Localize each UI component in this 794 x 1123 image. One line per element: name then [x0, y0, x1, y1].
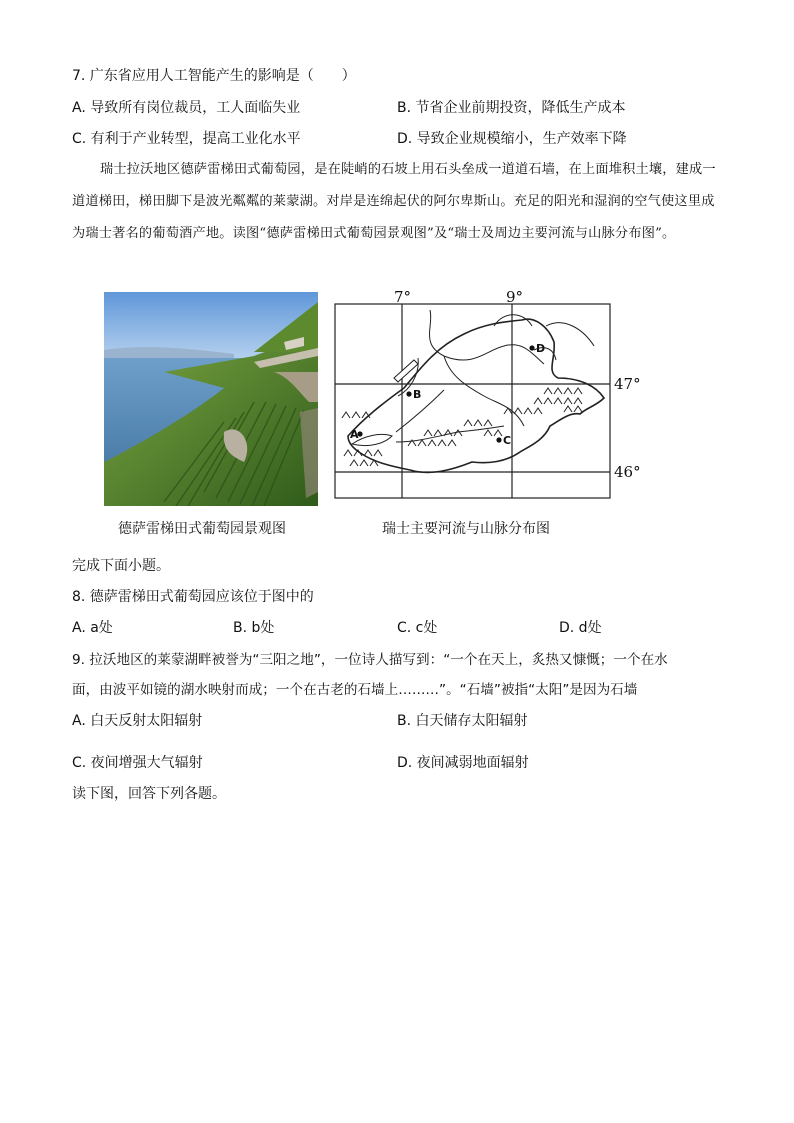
vineyard-photo-illustration	[104, 292, 318, 506]
point-d-marker	[529, 345, 534, 350]
footer-instruction: 读下图，回答下列各题。	[72, 786, 226, 802]
q9-option-a: A. 白天反射太阳辐射	[72, 713, 203, 729]
longitude-label-7: 7°	[394, 288, 412, 306]
switzerland-map	[334, 286, 648, 508]
country-border	[348, 319, 604, 472]
point-c-label: C	[503, 434, 512, 447]
q9-option-b: B. 白天储存太阳辐射	[397, 713, 528, 729]
latitude-label-46: 46°	[614, 463, 641, 481]
instruction-text: 完成下面小题。	[72, 558, 170, 574]
photo-caption: 德萨雷梯田式葡萄园景观图	[118, 521, 286, 537]
mountain-symbols	[342, 388, 582, 466]
rivers	[396, 310, 594, 442]
latitude-label-47: 47°	[614, 375, 641, 393]
q7-option-c: C. 有利于产业转型，提高工业化水平	[72, 131, 301, 147]
point-d-label: D	[536, 342, 546, 355]
q9-option-d: D. 夜间减弱地面辐射	[397, 755, 529, 771]
q9-option-c: C. 夜间增强大气辐射	[72, 755, 203, 771]
q7-option-d: D. 导致企业规模缩小，生产效率下降	[397, 131, 627, 147]
point-c-marker	[496, 437, 501, 442]
q7-stem: 7. 广东省应用人工智能产生的影响是（ ）	[72, 68, 356, 84]
q9-stem-line1: 9. 拉沃地区的莱蒙湖畔被誉为“三阳之地”，一位诗人描写到：“一个在天上，炙热又慷慨；一个在水	[72, 652, 668, 668]
q7-option-b: B. 节省企业前期投资，降低生产成本	[397, 100, 626, 116]
point-b-label: B	[413, 388, 422, 401]
point-a-label: A	[350, 428, 359, 441]
q9-stem-line2: 面，由波平如镜的湖水映射而成；一个在古老的石墙上………”。“石墙”被指“太阳”是因为石墙	[72, 682, 638, 698]
vineyard-photo	[104, 292, 318, 506]
map-frame	[335, 304, 610, 498]
q7-option-a: A. 导致所有岗位裁员，工人面临失业	[72, 100, 301, 116]
q8-stem: 8. 德萨雷梯田式葡萄园应该位于图中的	[72, 589, 314, 605]
map-caption: 瑞士主要河流与山脉分布图	[382, 521, 550, 537]
passage-paragraph: 瑞士拉沃地区德萨雷梯田式葡萄园，是在陡峭的石坡上用石头垒成一道道石墙，在上面堆积土壤，建成一道道梯田，梯田脚下是波光粼粼的莱蒙湖。对岸是连绵起伏的阿尔卑斯山。充足的阳光和湿润的空气使这里成为瑞士著名的葡萄酒产地。读图“德萨雷梯田式葡萄园景观图”及“瑞士及周边主要河流与山脉分布图”。	[72, 162, 716, 241]
longitude-label-9: 9°	[506, 288, 524, 306]
q8-option-a: A. a处	[72, 620, 113, 636]
switzerland-map-drawing	[334, 286, 648, 508]
q8-option-b: B. b处	[233, 620, 275, 636]
point-b-marker	[406, 391, 411, 396]
q8-option-c: C. c处	[397, 620, 438, 636]
q8-option-d: D. d处	[559, 620, 602, 636]
